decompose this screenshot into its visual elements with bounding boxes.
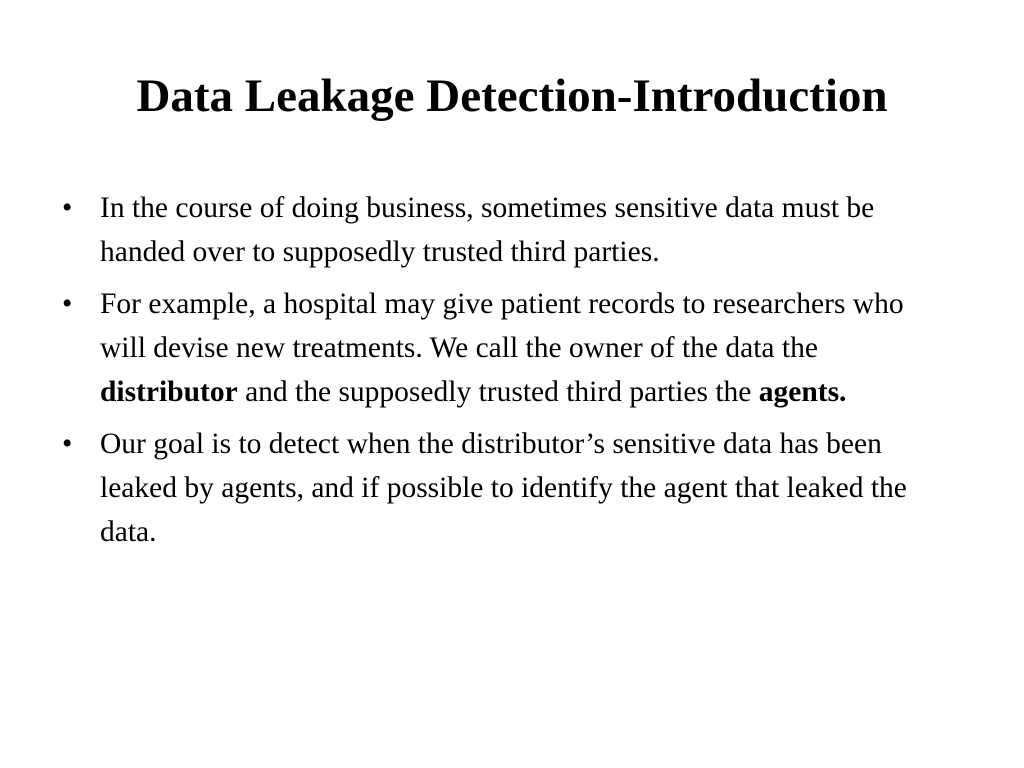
bullet-item-2 [62,282,942,414]
bullet-marker: • [62,192,73,224]
bullet-text-2-part-1: For example, a hospital may give patient records to researchers who will devise new treatments. We call the owner of the data the [100,288,904,364]
bullet-marker: • [62,288,73,320]
term-distributor: distributor [100,376,238,408]
bullet-text-2-part-2: and the supposedly trusted third parties the [237,376,759,408]
bullet-item-3 [62,422,942,554]
bullet-list [62,186,942,562]
bullet-marker: • [62,428,73,460]
bullet-text-2 [100,288,904,408]
term-agents: agents. [758,376,847,408]
bullet-text-3: Our goal is to detect when the distributor’s sensitive data has been leaked by agents, and if possible to identify the agent that leaked the data. [100,428,907,548]
bullet-item-1 [62,186,942,274]
bullet-text-1: In the course of doing business, sometimes sensitive data must be handed over to supposedly trusted third parties. [100,192,875,268]
slide-title: Data Leakage Detection-Introduction [136,70,888,122]
